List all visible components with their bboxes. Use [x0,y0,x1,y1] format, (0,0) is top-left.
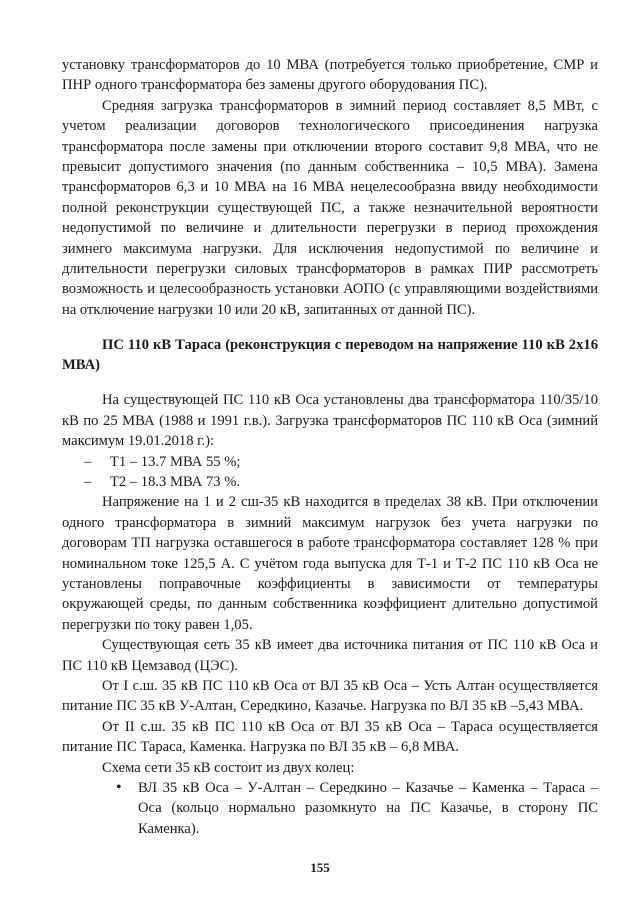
paragraph-6: От I с.ш. 35 кВ ПС 110 кВ Оса от ВЛ 35 кВ Оса – Усть Алтан осуществляется питание ПС 35 кВ У-Алтан, Середкино, Казачье. Нагрузка по ВЛ 35 кВ –5,43 МВА. [62,677,598,715]
paragraph-5: Существующая сеть 35 кВ имеет два источника питания от ПС 110 кВ Оса и ПС 110 кВ Цемзавод (ЦЭС). [62,637,598,674]
paragraph-4: Напряжение на 1 и 2 сш-35 кВ находится в пределах 38 кВ. При отключении одного трансформатора в зимний максимум нагрузок без учета нагрузки по договорам ТП нагрузка оставшегося в работе трансформатора составляет 128 % при номинальном токе 125,5 А. С учётом года выпуска для Т-1 и Т-2 ПС 110 кВ Оса не установлены поправочные коэффициенты в зависимости от температуры окружающей среды, по данным собственника коэффициент длительно допустимой перегрузки по току равен 1,05. [62,494,598,633]
section-heading: ПС 110 кВ Тараса (реконструкция с переводом на напряжение 110 кВ 2х16 МВА) [62,337,598,374]
paragraph-3: На существующей ПС 110 кВ Оса установлены два трансформатора 110/35/10 кВ по 25 МВА (1988 и 1991 г.в.). Загрузка трансформаторов ПС 110 кВ Оса (зимний максимум 19.01.2018 г.): [62,392,598,450]
list-item: – Т1 – 13.7 МВА 55 %; [84,452,598,472]
paragraph-1: установку трансформаторов до 10 МВА (потребуется только приобретение, СМР и ПНР одного трансформатора без замены другого оборудования ПС). [62,57,598,94]
transformer-load-list [62,452,598,493]
paragraph-8: Схема сети 35 кВ состоит из двух колец: [102,759,355,776]
paragraph-7: От II с.ш. 35 кВ ПС 110 кВ Оса от ВЛ 35 кВ Оса – Тараса осуществляется питание ПС Тараса, Каменка. Нагрузка по ВЛ 35 кВ – 6,8 МВА. [62,718,598,756]
list-item: – Т2 – 18.3 МВА 73 %. [84,472,598,492]
list-item: • ВЛ 35 кВ Оса – У-Алтан – Середкино – Казачье – Каменка – Тараса – Оса (кольцо нормально разомкнуто на ПС Казачье, в сторону ПС Каменка). [116,778,598,839]
ring-scheme-list [62,778,598,839]
paragraph-2: Средняя загрузка трансформаторов в зимний период составляет 8,5 МВт, с учетом реализации договоров технологического присоединения нагрузка трансформатора после замены при отключении второго составит 9,8 МВА, что не превысит допустимого значения (по данным собственника – 10,5 МВА). Замена трансформаторов 6,3 и 10 МВА на 16 МВА нецелесообразна ввиду необходимости полной реконструкции существующей ПС, а также незначительной вероятности недопустимой по величине и длительности перегрузки в период прохождения зимнего максимума нагрузки. Для исключения недопустимой по величине и длительности перегрузки силовых трансформаторов в рамках ПИР рассмотреть возможность и целесообразность установки АОПО (с управляющими воздействиями на отключение нагрузки 10 или 20 кВ, запитанных от данной ПС). [62,97,598,318]
page-number: 155 [310,860,330,875]
